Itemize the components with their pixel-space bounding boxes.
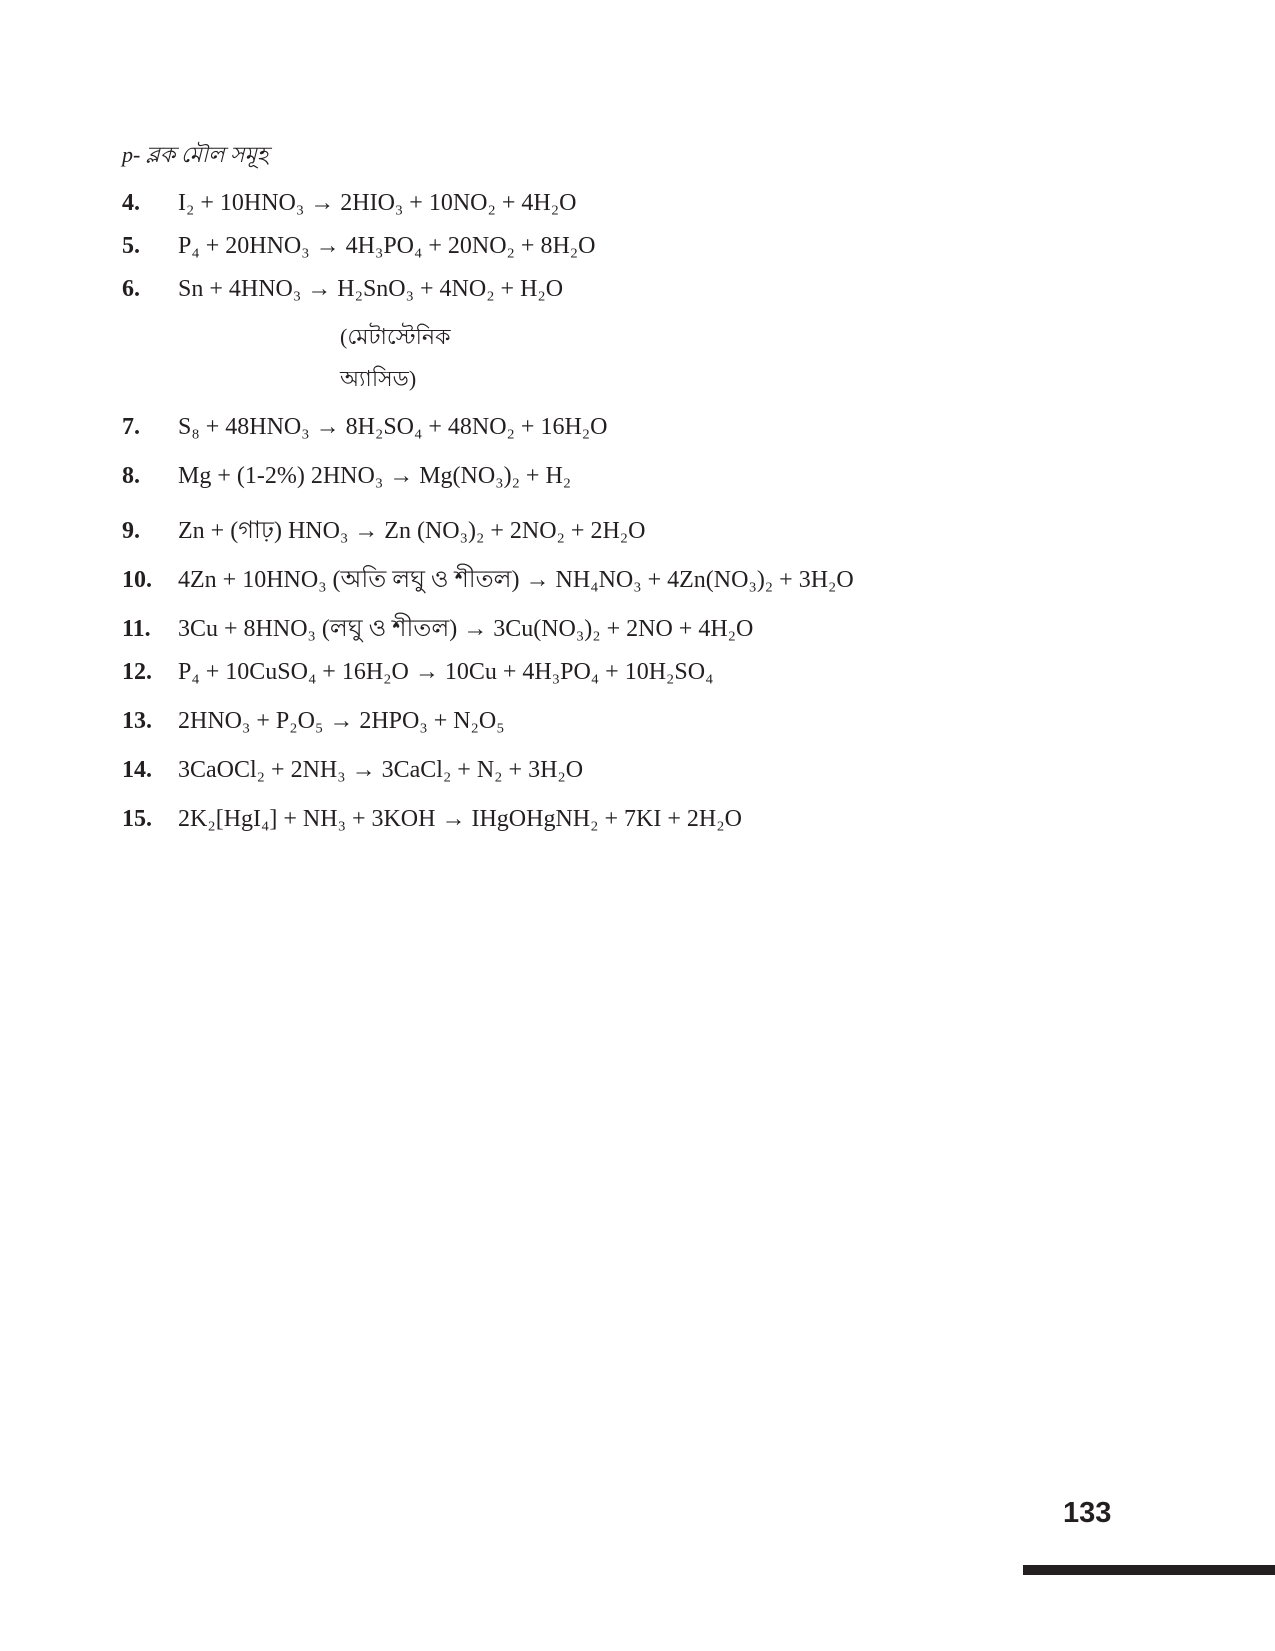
equation-text: Sn + 4HNO₃ → H₂SnO₃ + 4NO₂ + H₂O bbox=[178, 276, 564, 302]
equation-number: 15. bbox=[122, 806, 152, 832]
equation-5 bbox=[122, 233, 596, 260]
equation-number: 14. bbox=[122, 757, 152, 783]
equation-11 bbox=[122, 610, 753, 650]
equation-10 bbox=[122, 561, 854, 601]
equation-text: Mg + (1-2%) 2HNO₃ → Mg(NO₃)₂ + H₂ bbox=[178, 463, 572, 489]
running-header: p- ব্লক মৌল সমূহ bbox=[122, 142, 269, 167]
equation-text: Zn + (গাঢ়) HNO₃ → Zn (NO₃)₂ + 2NO₂ + 2H₂O bbox=[178, 518, 646, 544]
equation-9 bbox=[122, 512, 646, 552]
page-number: 133 bbox=[1063, 1497, 1112, 1529]
equation-7 bbox=[122, 414, 608, 441]
equation-text: 4Zn + 10HNO₃ (অতি লঘু ও শীতল) → NH₄NO₃ + 4Zn(NO₃)₂ + 3H₂O bbox=[178, 567, 854, 593]
equation-number: 7. bbox=[122, 414, 140, 440]
equation-number: 9. bbox=[122, 518, 140, 544]
equation-text: 2HNO₃ + P₂O₅ → 2HPO₃ + N₂O₅ bbox=[178, 708, 505, 734]
equation-text: P₄ + 20HNO₃ → 4H₃PO₄ + 20NO₂ + 8H₂O bbox=[178, 233, 596, 259]
equation-6 bbox=[122, 276, 563, 303]
equation-4 bbox=[122, 190, 576, 217]
equation-text: 2K₂[HgI₄] + NH₃ + 3KOH → IHgOHgNH₂ + 7KI + 2H₂O bbox=[178, 806, 742, 832]
equation-number: 10. bbox=[122, 567, 152, 593]
equation-15 bbox=[122, 806, 742, 833]
metastannic-note-line1: (মেটাস্টেনিক bbox=[340, 324, 451, 349]
equation-number: 12. bbox=[122, 659, 152, 685]
equation-number: 6. bbox=[122, 276, 140, 302]
metastannic-note-line2: অ্যাসিড) bbox=[340, 366, 417, 391]
equation-text: I₂ + 10HNO₃ → 2HIO₃ + 10NO₂ + 4H₂O bbox=[178, 190, 577, 216]
footer-rule bbox=[1023, 1565, 1275, 1575]
equation-number: 11. bbox=[122, 616, 151, 642]
equation-text: 3Cu + 8HNO₃ (লঘু ও শীতল) → 3Cu(NO₃)₂ + 2NO + 4H₂O bbox=[178, 616, 754, 642]
equation-number: 13. bbox=[122, 708, 152, 734]
equation-text: 3CaOCl₂ + 2NH₃ → 3CaCl₂ + N₂ + 3H₂O bbox=[178, 757, 584, 783]
equation-text: S₈ + 48HNO₃ → 8H₂SO₄ + 48NO₂ + 16H₂O bbox=[178, 414, 608, 440]
equation-14 bbox=[122, 757, 583, 784]
equation-number: 5. bbox=[122, 233, 140, 259]
equation-13 bbox=[122, 708, 505, 735]
equation-12 bbox=[122, 659, 713, 686]
equation-number: 8. bbox=[122, 463, 140, 489]
equation-number: 4. bbox=[122, 190, 140, 216]
equation-text: P₄ + 10CuSO₄ + 16H₂O → 10Cu + 4H₃PO₄ + 10H₂SO₄ bbox=[178, 659, 714, 685]
equation-8 bbox=[122, 463, 571, 490]
